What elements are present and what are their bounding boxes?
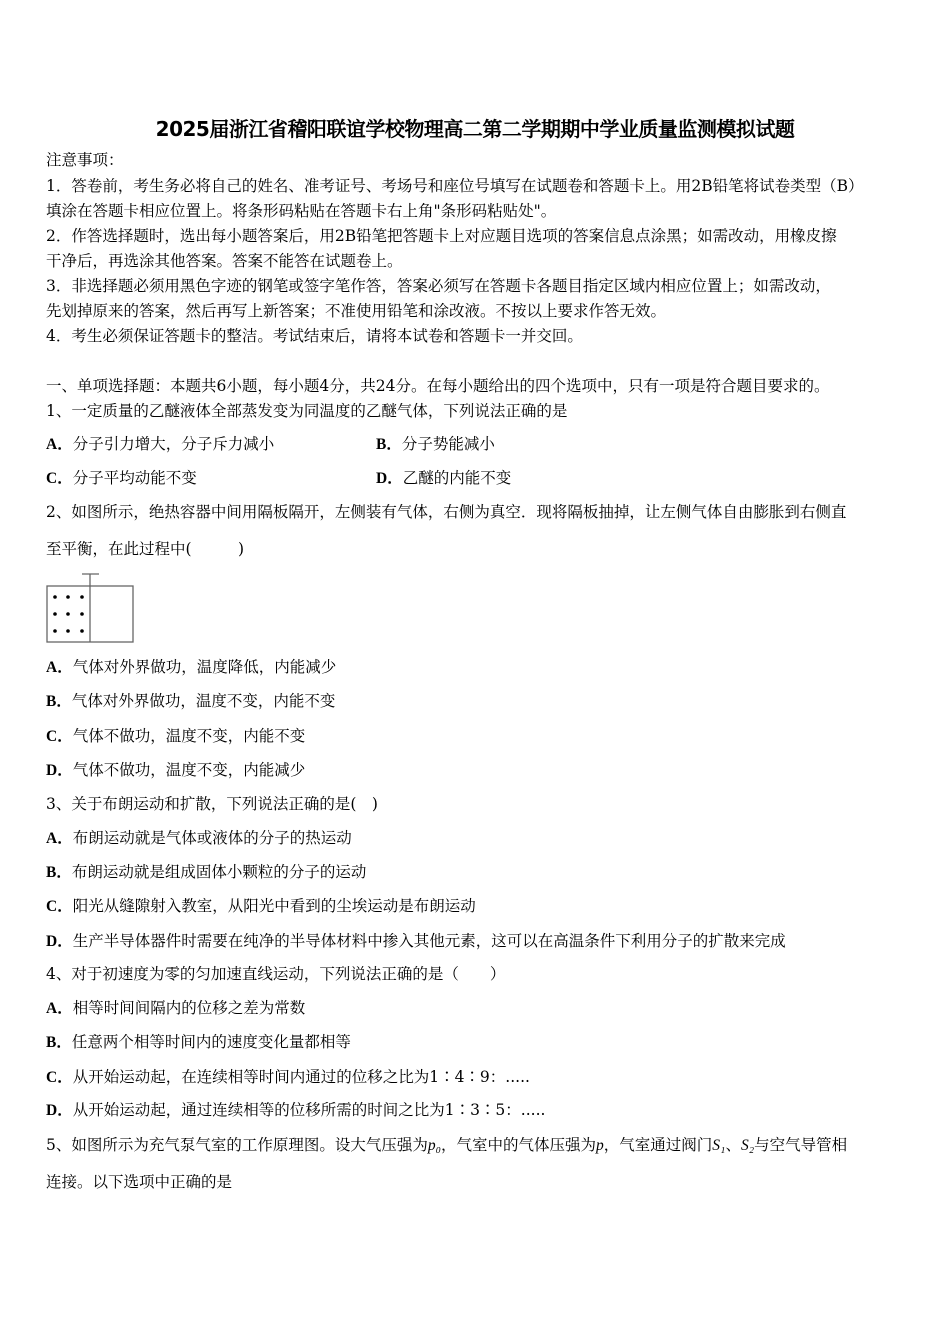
q3-option-d: D．生产半导体器件时需要在纯净的半导体材料中掺入其他元素，这可以在高温条件下利用分子的扩散来完成: [46, 932, 786, 950]
q3-option-c: C．阳光从缝隙射入教室，从阳光中看到的尘埃运动是布朗运动: [46, 897, 476, 915]
notice-line: 先划掉原来的答案，然后再写上新答案；不准使用铅笔和涂改液。不按以上要求作答无效。: [46, 302, 667, 320]
q4-option-c: C．从开始运动起，在连续相等时间内通过的位移之比为1∶4∶9：.....: [46, 1068, 530, 1086]
q4-option-d: D．从开始运动起，通过连续相等的位移所需的时间之比为1∶3∶5：.....: [46, 1101, 546, 1119]
q1-option-a: A．分子引力增大，分子斥力减小: [46, 435, 275, 453]
question-4-stem: 4、对于初速度为零的匀加速直线运动，下列说法正确的是（ ）: [46, 965, 506, 983]
notice-line: 1．答卷前，考生务必将自己的姓名、准考证号、考场号和座位号填写在试题卷和答题卡上。用2B铅笔将试卷类型（B）: [46, 177, 864, 195]
notice-line: 干净后，再选涂其他答案。答案不能答在试题卷上。: [46, 252, 403, 270]
q3-option-a: A．布朗运动就是气体或液体的分子的热运动: [46, 829, 352, 847]
notice-line: 3．非选择题必须用黑色字迹的钢笔或签字笔作答，答案必须写在答题卡各题目指定区域内相应位置上；如需改动，: [46, 277, 831, 295]
q2-option-d: D．气体不做功，温度不变，内能减少: [46, 761, 306, 779]
question-3-stem: 3、关于布朗运动和扩散，下列说法正确的是( ): [46, 795, 378, 813]
q1-option-c: C．分子平均动能不变: [46, 469, 197, 487]
section-heading: 一、单项选择题：本题共6小题，每小题4分，共24分。在每小题给出的四个选项中，只有一项是符合题目要求的。: [46, 377, 830, 395]
page-title: 2025届浙江省稽阳联谊学校物理高二第二学期期中学业质量监测模拟试题: [155, 117, 795, 141]
q1-option-b: B．分子势能减小: [376, 435, 495, 453]
q2-option-c: C．气体不做功，温度不变，内能不变: [46, 727, 306, 745]
question-2-stem: 2、如图所示，绝热容器中间用隔板隔开，左侧装有气体，右侧为真空．现将隔板抽掉，让左侧气体自由膨胀到右侧直: [46, 503, 847, 521]
notice-line: 4．考生必须保证答题卡的整洁。考试结束后，请将本试卷和答题卡一并交回。: [46, 327, 583, 345]
question-5-stem: 5、如图所示为充气泵气室的工作原理图。设大气压强为p₀，气室中的气体压强为p，气室通过阀门S₁、S₂与空气导管相: [46, 1136, 848, 1154]
notice-heading: 注意事项：: [46, 151, 124, 169]
notice-line: 填涂在答题卡相应位置上。将条形码粘贴在答题卡右上角"条形码粘贴处"。: [46, 202, 557, 220]
q1-option-d: D．乙醚的内能不变: [376, 469, 512, 487]
q3-option-b: B．布朗运动就是组成固体小颗粒的分子的运动: [46, 863, 367, 881]
notice-line: 2．作答选择题时，选出每小题答案后，用2B铅笔把答题卡上对应题目选项的答案信息点涂黑；如需改动，用橡皮擦: [46, 227, 837, 245]
question-1-stem: 1、一定质量的乙醚液体全部蒸发变为同温度的乙醚气体，下列说法正确的是: [46, 402, 568, 420]
q4-option-a: A．相等时间间隔内的位移之差为常数: [46, 999, 306, 1017]
question-2-stem-cont: 至平衡，在此过程中( ): [46, 540, 245, 558]
question-5-stem-cont: 连接。以下选项中正确的是: [46, 1173, 233, 1191]
q2-option-a: A．气体对外界做功，温度降低，内能减少: [46, 658, 337, 676]
container-partition-figure: [46, 572, 136, 644]
q4-option-b: B．任意两个相等时间内的速度变化量都相等: [46, 1033, 351, 1051]
q2-option-b: B．气体对外界做功，温度不变，内能不变: [46, 692, 336, 710]
